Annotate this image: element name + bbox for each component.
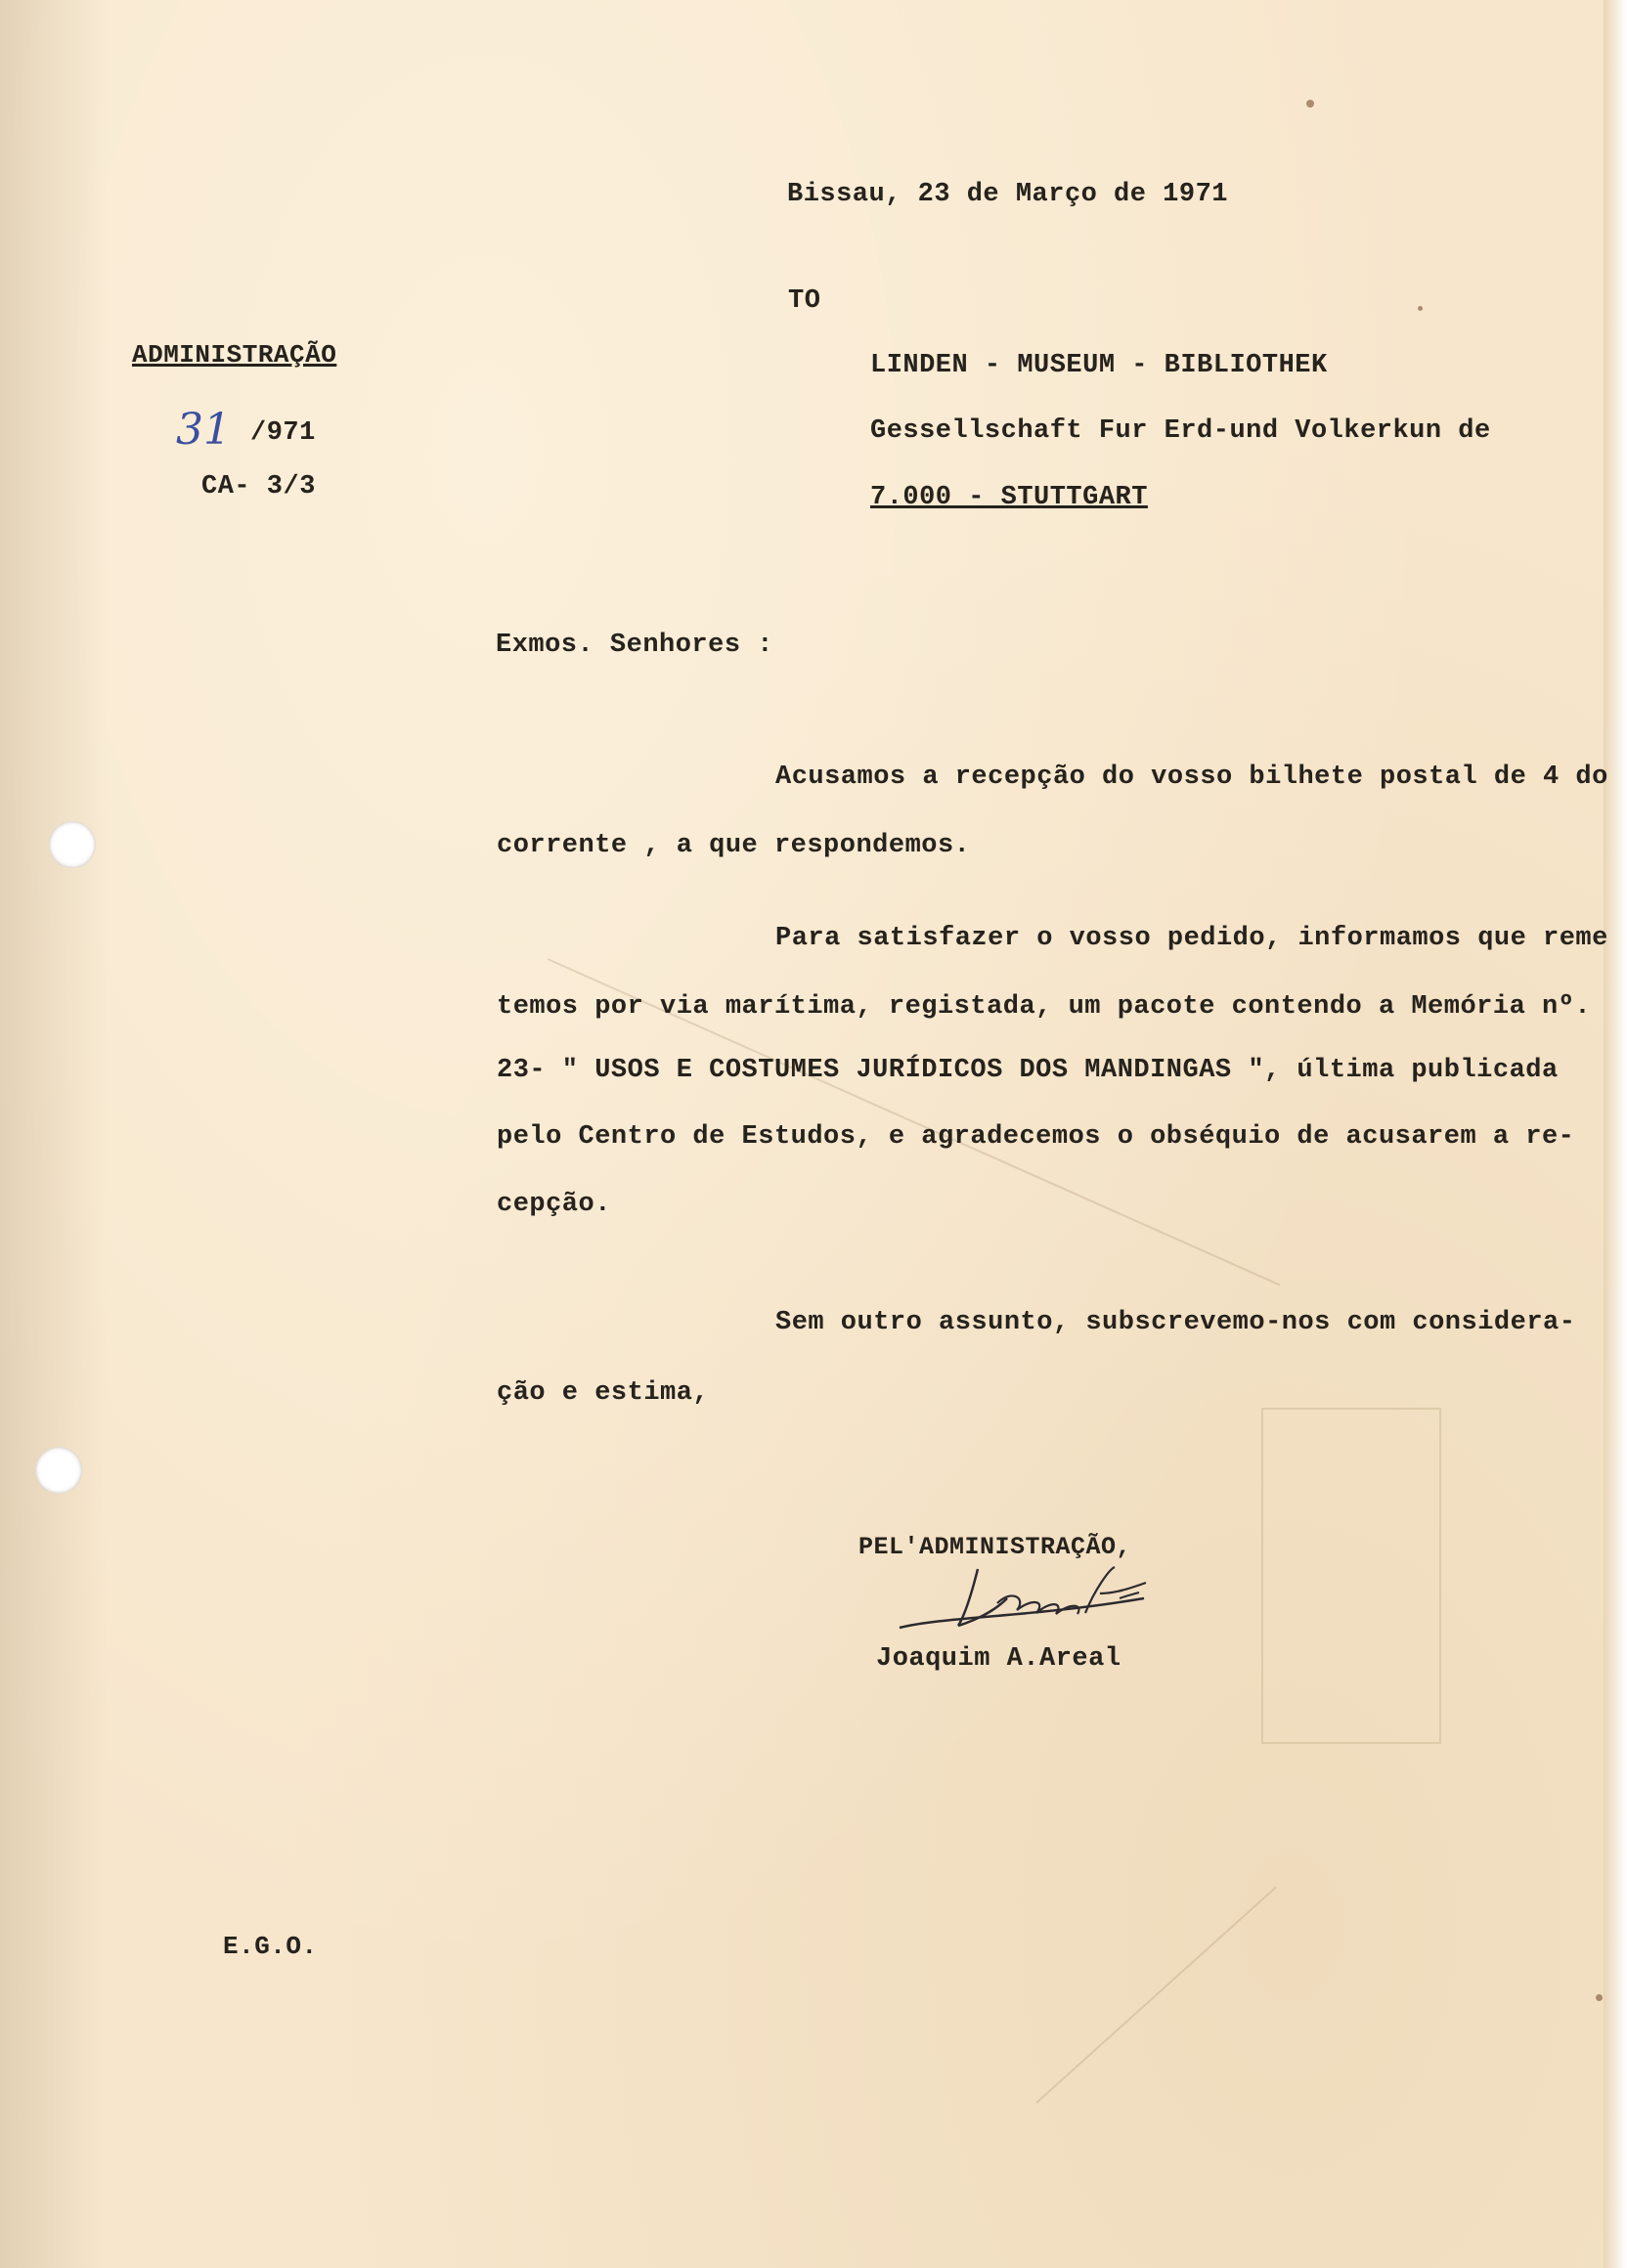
sheet-edge (1604, 0, 1627, 2268)
paragraph2-line-1: Para satisfazer o vosso pedido, informamos que reme (775, 924, 1608, 953)
paragraph2-line-3: 23- " USOS E COSTUMES JURÍDICOS DOS MANDINGAS ", última publicada (497, 1056, 1559, 1085)
reference-year: /971 (250, 418, 316, 448)
department-heading: ADMINISTRAÇÃO (132, 340, 337, 370)
recipient-line-2: Gessellschaft Fur Erd-und Volkerkun de (870, 416, 1491, 446)
salutation: Exmos. Senhores : (496, 631, 773, 660)
closing: PEL'ADMINISTRAÇÃO, (858, 1533, 1132, 1561)
place-date: Bissau, 23 de Março de 1971 (787, 180, 1228, 209)
paragraph1-line-1: Acusamos a recepção do vosso bilhete postal de 4 do (775, 763, 1608, 792)
recipient-line-3: 7.000 - STUTTGART (870, 483, 1148, 512)
faint-stamp-outline (1261, 1408, 1441, 1744)
punch-hole-bottom (35, 1447, 82, 1494)
paragraph2-line-4: pelo Centro de Estudos, e agradecemos o obséquio de acusarem a re- (497, 1122, 1575, 1152)
paragraph3-line-2: ção e estima, (497, 1378, 710, 1408)
paper-speck (1306, 100, 1314, 108)
recipient-line-1: LINDEN - MUSEUM - BIBLIOTHEK (870, 351, 1328, 380)
to-label: TO (788, 286, 821, 316)
punch-hole-top (49, 821, 96, 868)
typist-initials: E.G.O. (223, 1932, 318, 1961)
paragraph1-line-2: corrente , a que respondemos. (497, 831, 971, 860)
handwritten-reference-number: 31 (176, 405, 231, 455)
paragraph2-line-2: temos por via marítima, registada, um pacote contendo a Memória nº. (497, 992, 1592, 1022)
signatory-name: Joaquim A.Areal (876, 1644, 1121, 1674)
signature-image (890, 1559, 1164, 1647)
reference-code: CA- 3/3 (201, 472, 316, 502)
paper-speck (1418, 306, 1423, 311)
paper-speck (1596, 1994, 1603, 2001)
paragraph3-line-1: Sem outro assunto, subscrevemo-nos com considera- (775, 1308, 1576, 1337)
paragraph2-line-5: cepção. (497, 1190, 611, 1219)
sheet-shadow (0, 0, 108, 2268)
